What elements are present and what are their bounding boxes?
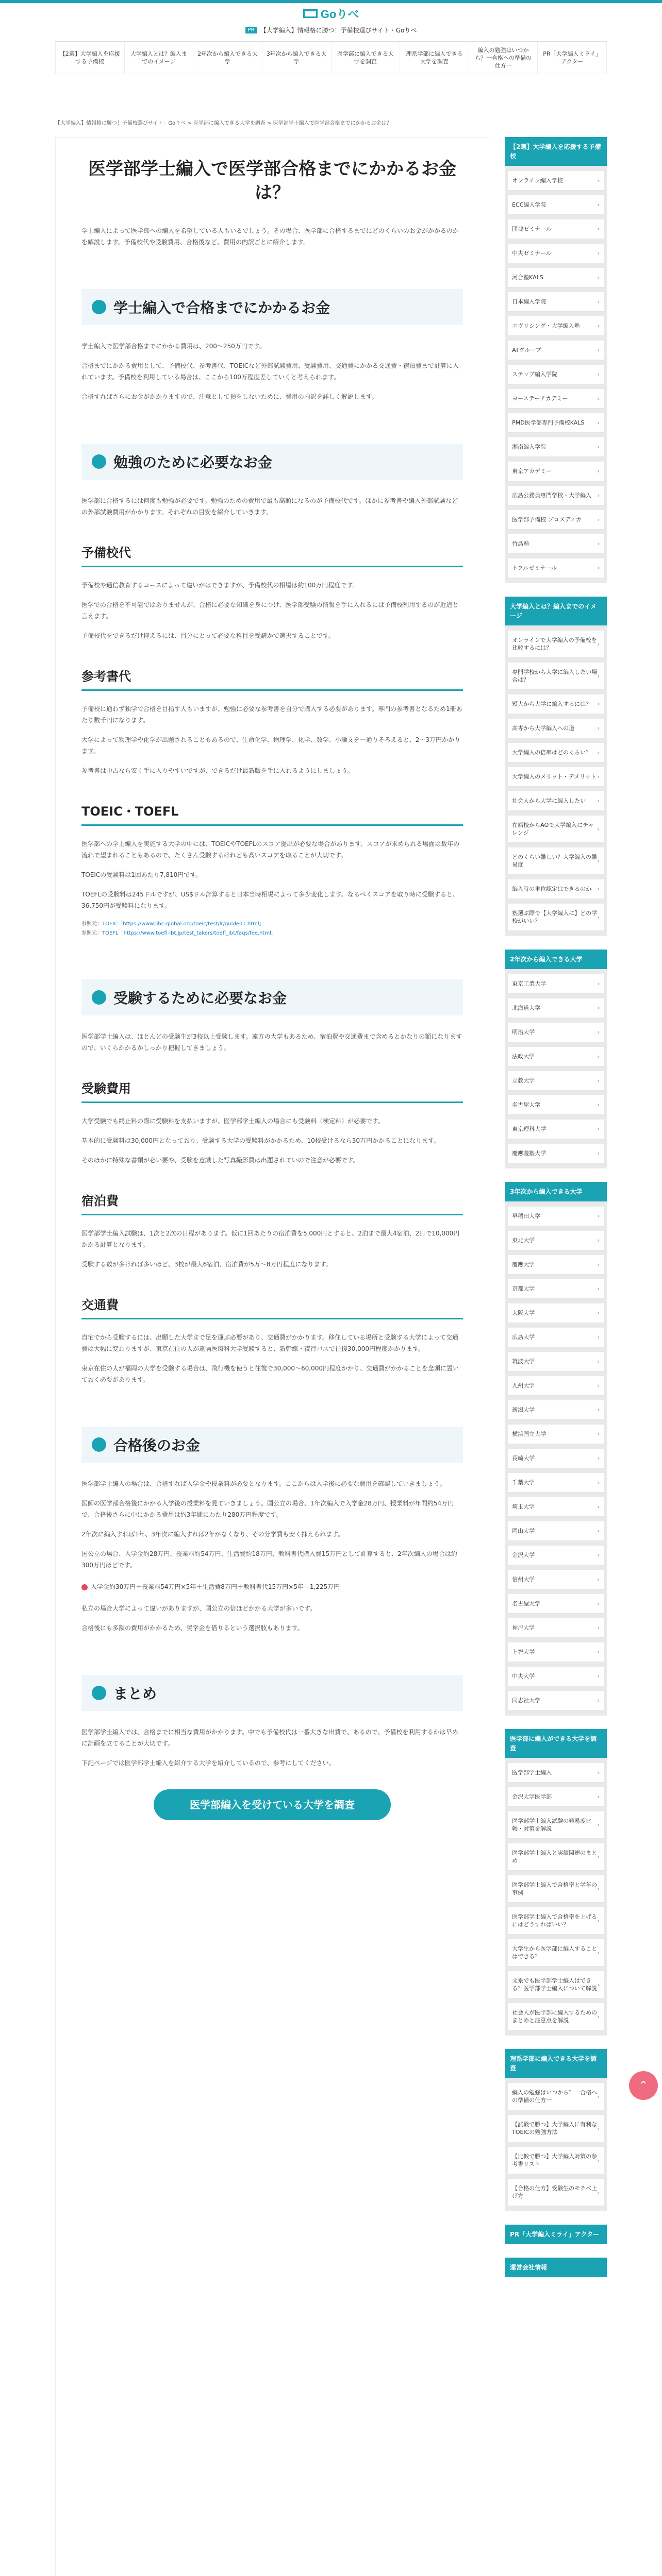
- chevron-right-icon: ›: [597, 672, 600, 680]
- chevron-right-icon: ›: [597, 1213, 600, 1219]
- paragraph: 学士編入で医学部合格までにかかる費用は、200〜250万円です。: [81, 343, 266, 350]
- sidebar-item[interactable]: トフルゼミナール ›: [508, 558, 604, 578]
- sidebar-item[interactable]: 九州大学 ›: [508, 1376, 604, 1396]
- chevron-right-icon: ›: [597, 1853, 600, 1860]
- site-logo[interactable]: [0, 3, 662, 24]
- chevron-right-icon: ›: [597, 298, 600, 305]
- sidebar-item[interactable]: 高専から大学編入への道 ›: [508, 719, 604, 738]
- sidebar-list: [505, 166, 607, 583]
- paragraph: 医学部学士編入では、合格までに相当な費用がかかります。中でも予備校代は一番大きな出費で、あるので、予備校を利用するかは早めに計画を立てることが大切です。: [81, 1728, 458, 1747]
- subheading-lodging: 宿泊費: [81, 1187, 463, 1215]
- paragraph: 私立の場合大学によって違いがありますが、国公立の倍ほどかかる大学が多いです。: [81, 1605, 317, 1612]
- chevron-right-icon: ›: [597, 725, 600, 732]
- sidebar-heading[interactable]: 運営会社情報: [505, 2258, 607, 2277]
- chevron-right-icon: ›: [597, 395, 600, 402]
- nav-item-pr[interactable]: PR「大学編入ミライ」アクター: [538, 42, 607, 74]
- chevron-right-icon: ›: [597, 1576, 600, 1583]
- chevron-right-icon: ›: [597, 1981, 600, 1988]
- intro-text: 学士編入によって医学部への編入を希望している人もいるでしょう。その場合、医学部に合格するまでにどのくらいのお金がかかるのかを解説します。予備校代や受験費用、合格後など、費用の内訳ごとに紹介します。: [81, 227, 459, 246]
- sidebar-item[interactable]: 中央ゼミナール ›: [508, 244, 604, 263]
- sidebar-item[interactable]: 埼玉大学 ›: [508, 1497, 604, 1517]
- chevron-right-icon: ›: [597, 640, 600, 648]
- sidebar-item[interactable]: どのくらい難しい？大学編入の難易度 ›: [508, 848, 604, 875]
- sidebar-item[interactable]: 東京理科大学 ›: [508, 1120, 604, 1139]
- arrow-up-icon: ⌃: [638, 2079, 649, 2092]
- sidebar-item[interactable]: 大阪大学 ›: [508, 1303, 604, 1323]
- chevron-right-icon: ›: [597, 201, 600, 208]
- section-heading-study: 勉強のために必要なお金: [81, 444, 463, 480]
- paragraph: 医学での合格を不可能ではありませんが、合格に必要な知識を身につけ、医学部受験の情報を手に入れるには予備校利用するのが近道と言えます。: [81, 601, 459, 620]
- subheading-transport: 交通費: [81, 1291, 463, 1319]
- global-nav: [55, 41, 607, 74]
- paragraph: そのほかに特殊な書類が必い要や、受験を意識した写真撮影費は出題されていので注意が必要です。: [81, 1157, 359, 1164]
- sidebar-item[interactable]: 明治大学 ›: [508, 1023, 604, 1042]
- chevron-right-icon: ›: [597, 468, 600, 474]
- chevron-right-icon: ›: [597, 2189, 600, 2196]
- paragraph: 予備校に通わず独学で合格を目指す人もいますが、勉強に必要な参考書を自分で購入する必要があります。専門の参考書となるため1冊あたり数千円になります。: [81, 705, 462, 724]
- cost-note: 入学金約30万円＋授業料54万円×5年＋生活費8万円＋教科書代15万円×5年＝1,225万円: [81, 1581, 463, 1592]
- sidebar-heading[interactable]: 医学部に編入ができる大学を調査: [505, 1729, 607, 1758]
- paragraph: 東京在住の人が福岡の大学を受験する場合は、飛行機を使うと往復で30,000〜60,000円程度かかり、交通費がかかることを念頭に置いておく必要があります。: [81, 1365, 459, 1383]
- sidebar-item[interactable]: 京都大学 ›: [508, 1279, 604, 1299]
- sidebar-item[interactable]: 東京工業大学 ›: [508, 974, 604, 994]
- reference-list: 参照元：TOEIC「https://www.iibc-global.org/toeic/test/lr/guide01.html」 参照元：TOEFL「https://www.toefl-ibt.jp/test_takers/toefl_ibt/faqs/fee.html」: [81, 921, 276, 936]
- sidebar-item[interactable]: 信州大学 ›: [508, 1570, 604, 1589]
- paragraph: 大学受験でも終止料の際に受験料を支払いますが、医学部学士編入の場合にも受験料（検定料）が必要です。: [81, 1117, 385, 1125]
- paragraph: 医学部学士編入は、ほとんどの受験生が3校以上受験します。遠方の大学もあるため、宿泊費や交通費まで含めるとかなりの額になりますので、いくらかかるかしっかり把握してきましょう。: [81, 1033, 462, 1052]
- chevron-right-icon: ›: [597, 1503, 600, 1510]
- cta-button[interactable]: 医学部編入を受けている大学を調査: [154, 1789, 391, 1820]
- chevron-right-icon: ›: [597, 516, 600, 523]
- sidebar-heading[interactable]: PR「大学編入ミライ」アクター: [505, 2225, 607, 2244]
- sidebar-item[interactable]: 岡山大学 ›: [508, 1521, 604, 1541]
- chevron-right-icon: ›: [597, 1949, 600, 1956]
- chevron-right-icon: ›: [597, 2093, 600, 2100]
- scroll-to-top-button[interactable]: [629, 2071, 658, 2100]
- paragraph: 医学部学士編入の場合は、合格すれば入学金や授業料が必要となります。ここからは入学後に必要な費用を確認していきましょう。: [81, 1480, 446, 1487]
- chevron-right-icon: ›: [597, 1821, 600, 1828]
- paragraph: 大学によって物理学や化学が出題されることもあるので、生命化学、物理学、化学、数学、小論文を一通りそろえると、2〜3万円かかります。: [81, 736, 461, 755]
- chevron-right-icon: ›: [597, 540, 600, 547]
- chevron-right-icon: ›: [597, 2157, 600, 2164]
- sidebar-item[interactable]: 広島大学 ›: [508, 1328, 604, 1347]
- section-heading-total: 学士編入で合格までにかかるお金: [81, 289, 463, 325]
- sidebar-block: [505, 597, 607, 936]
- sidebar-item[interactable]: PMD医学部専門予備校KALS ›: [508, 413, 604, 433]
- paragraph: 予備校代をできるだけ抑えるには、目分にとって必要な科目を受講かで選択することです。: [81, 632, 335, 639]
- chevron-right-icon: ›: [597, 1917, 600, 1924]
- paragraph: 国公立の場合、入学金約28万円、授業料約54万円、生活費約18万円、教科書代購入費15万円として計算すると、2年次編入の場合は約300万円ほどです。: [81, 1550, 457, 1569]
- sidebar-item[interactable]: 千葉大学 ›: [508, 1473, 604, 1493]
- sidebar-item[interactable]: 団塊ゼミナール ›: [508, 219, 604, 239]
- chevron-right-icon: ›: [597, 419, 600, 426]
- sidebar-item[interactable]: 河合塾KALS ›: [508, 268, 604, 287]
- paragraph: 参考書は中古なら安く手に入りやすいですが、できるだけ最新版を手に入れるようにしましょう。: [81, 767, 354, 774]
- sidebar-item[interactable]: 医学部学士編入で合格率を上げるにはどうすればいい？ ›: [508, 1907, 604, 1935]
- chevron-right-icon: ›: [597, 1600, 600, 1607]
- paragraph: 自宅でから受験するには、出願した大学まで足を運ぶ必要があり、交通費がかかります。移住している場所と受験する大学によって交通費は大幅に変わりますが、東京在住の人が遠隔医療科大学受験すると、新幹線・夜行バスで往復30,000円程度かかります。: [81, 1334, 459, 1352]
- sidebar-item[interactable]: 神戸大学 ›: [508, 1618, 604, 1638]
- chevron-right-icon: ›: [597, 2013, 600, 2020]
- paragraph: 合格までにかかる費用として、予備校代、参考書代、TOEICなど外部試験費用、受験費用、交通費にかかる交通費・宿泊費まで計算に入れています。予備校を利用している場合は、ここから100万程度差していくと考えられます。: [81, 362, 459, 381]
- sidebar-item[interactable]: 在籍校からAOで大学編入にチャレンジ ›: [508, 816, 604, 843]
- sidebar-item[interactable]: 広島公務員専門学校・大学編入 ›: [508, 486, 604, 505]
- section-heading-after: 合格後のお金: [81, 1427, 463, 1463]
- sidebar-item[interactable]: 筑波大学 ›: [508, 1352, 604, 1371]
- paragraph: TOEICの受験料は1回あたり7,810円です。: [81, 871, 202, 878]
- sidebar-item[interactable]: 立教大学 ›: [508, 1071, 604, 1091]
- sidebar-list: [505, 1201, 607, 1716]
- chevron-right-icon: ›: [597, 226, 600, 232]
- page-title: 医学部学士編入で医学部合格までにかかるお金は？: [88, 159, 457, 203]
- sidebar-list: [505, 2078, 607, 2211]
- chevron-right-icon: ›: [597, 1479, 600, 1486]
- bullet-dot-icon: [81, 1584, 88, 1590]
- sidebar: [505, 137, 607, 2291]
- sidebar-heading[interactable]: 【2選】大学編入を応援する予備校: [505, 137, 607, 166]
- sidebar-item[interactable]: 短大から大学に編入するには？ ›: [508, 694, 604, 714]
- chevron-right-icon: ›: [597, 1150, 600, 1157]
- chevron-right-icon: ›: [597, 444, 600, 450]
- sidebar-item[interactable]: 名古屋大学 ›: [508, 1594, 604, 1614]
- sidebar-item[interactable]: 専門学校から大学に編入したい場合は？ ›: [508, 663, 604, 690]
- chevron-right-icon: ›: [597, 1077, 600, 1084]
- sidebar-item[interactable]: ヨーステーアカデミー ›: [508, 389, 604, 409]
- chevron-right-icon: ›: [597, 1455, 600, 1462]
- sidebar-item[interactable]: 医学部学士編入試験の難易度比較・対策を解説 ›: [508, 1811, 604, 1839]
- sidebar-item[interactable]: 金沢大学医学部 ›: [508, 1787, 604, 1807]
- graduation-cap-icon: [92, 300, 106, 314]
- chevron-right-icon: ›: [597, 1649, 600, 1655]
- sidebar-item[interactable]: 長崎大学 ›: [508, 1449, 604, 1468]
- sidebar-item[interactable]: 編入の勉強はいつから？一合格への準備の仕方一 ›: [508, 2083, 604, 2110]
- sidebar-item[interactable]: 慶應大学 ›: [508, 1255, 604, 1275]
- sidebar-item[interactable]: 北海道大学 ›: [508, 998, 604, 1018]
- nav-item-study[interactable]: 編入の勉強はいつから？一合格への準備の仕方一: [469, 42, 538, 74]
- sidebar-item[interactable]: 竹島塾 ›: [508, 534, 604, 554]
- chevron-right-icon: ›: [597, 250, 600, 257]
- chevron-right-icon: ›: [597, 1697, 600, 1704]
- paragraph: 医学部に合格するには何度も勉強が必要です。勉強のための費用で最も高額になるのが予備校代です。ほかに参考書や編入外部試験などの外部試験費用がかかります。それぞれの目安を紹介していきます。: [81, 497, 458, 516]
- chevron-right-icon: ›: [597, 857, 600, 865]
- subheading-exam-fee: 受験費用: [81, 1074, 463, 1103]
- sidebar-item[interactable]: 横浜国立大学 ›: [508, 1425, 604, 1444]
- subheading-books: 参考書代: [81, 662, 463, 691]
- chevron-right-icon: ›: [597, 886, 600, 892]
- article: [55, 137, 489, 2576]
- chevron-right-icon: ›: [597, 1101, 600, 1108]
- chevron-right-icon: ›: [597, 371, 600, 378]
- chevron-right-icon: ›: [597, 1885, 600, 1892]
- sidebar-block: [505, 950, 607, 1168]
- chevron-right-icon: ›: [597, 1029, 600, 1036]
- chevron-right-icon: ›: [597, 825, 600, 833]
- sidebar-item[interactable]: 中央大学 ›: [508, 1667, 604, 1686]
- sidebar-list: [505, 969, 607, 1168]
- nav-item-yobiko[interactable]: 【2選】大学編入を応援する予備校: [55, 42, 125, 74]
- sidebar-item[interactable]: 【比較で勝つ】大学編入対策の参考書リスト ›: [508, 2147, 604, 2174]
- chevron-right-icon: ›: [597, 347, 600, 353]
- sidebar-item[interactable]: 上智大学 ›: [508, 1642, 604, 1662]
- paragraph: 合格すればさらにお金がかかりますので、注意として損をしないために、費用の内訳を詳しく解説します。: [81, 393, 378, 400]
- chevron-right-icon: ›: [597, 565, 600, 571]
- sidebar-item[interactable]: 編入時の単位認定はできるのか ›: [508, 879, 604, 899]
- sidebar-item[interactable]: 塾選ぶ際で【大学編入に】どの学校がいい？ ›: [508, 904, 604, 931]
- chevron-right-icon: ›: [597, 1005, 600, 1011]
- sidebar-heading[interactable]: 3年次から編入できる大学: [505, 1182, 607, 1201]
- sidebar-block: [505, 2049, 607, 2211]
- paragraph: 2年次に編入すれば1年、3年次に編入すれば2年がなくなり、その分学費も安く抑えられます。: [81, 1531, 344, 1538]
- chevron-right-icon: ›: [597, 1261, 600, 1268]
- sidebar-item[interactable]: 大学編入の倍率はどのくらい？ ›: [508, 743, 604, 762]
- chevron-right-icon: ›: [597, 1126, 600, 1132]
- paragraph: 基本的に受験料は30,000円となっており、受験する大学の受験料がかかるため、10校受けるなら30万円かかることになります。: [81, 1137, 440, 1144]
- chevron-right-icon: ›: [597, 749, 600, 756]
- chevron-right-icon: ›: [597, 1624, 600, 1631]
- chevron-right-icon: ›: [597, 798, 600, 804]
- sidebar-item[interactable]: 東京アカデミー ›: [508, 462, 604, 481]
- chevron-right-icon: ›: [597, 1310, 600, 1316]
- chevron-right-icon: ›: [597, 274, 600, 281]
- sidebar-item[interactable]: 【試験で勝つ】大学編入に有利なTOEICの勉強方法 ›: [508, 2115, 604, 2142]
- chevron-right-icon: ›: [597, 1382, 600, 1389]
- sidebar-item[interactable]: 文系でも医学部学士編入はできる？医学部学士編入について解説 ›: [508, 1971, 604, 1998]
- subheading-toeic: TOEIC・TOEFL: [81, 797, 463, 826]
- reference-link[interactable]: TOEFL「https://www.toefl-ibt.jp/test_takers/toefl_ibt/faqs/fee.html」: [102, 930, 276, 936]
- chevron-right-icon: ›: [597, 1053, 600, 1060]
- sidebar-item[interactable]: 医学部学士編入で合格率と学年の事例 ›: [508, 1875, 604, 1903]
- sidebar-heading[interactable]: 2年次から編入できる大学: [505, 950, 607, 969]
- sidebar-block: [505, 1729, 607, 2036]
- graduation-cap-icon: [92, 1437, 106, 1452]
- sidebar-block: [505, 1182, 607, 1716]
- nav-item-science[interactable]: 理系学部に編入できる大学を調査: [400, 42, 469, 74]
- tagline-text: 【大学編入】情報格に勝つ！予備校選びサイト・Goりべ: [260, 26, 417, 34]
- chevron-right-icon: ›: [597, 1406, 600, 1413]
- sidebar-item[interactable]: 金沢大学 ›: [508, 1546, 604, 1565]
- site-brand: Goりべ: [320, 7, 359, 21]
- chevron-right-icon: ›: [597, 1769, 600, 1776]
- sidebar-item[interactable]: 医学部学士編入 ›: [508, 1763, 604, 1783]
- nav-item-medical[interactable]: 医学部に編入できる大学を調査: [332, 42, 401, 74]
- chevron-right-icon: ›: [597, 980, 600, 987]
- chevron-right-icon: ›: [597, 323, 600, 329]
- sidebar-block: [505, 2225, 607, 2244]
- sidebar-item[interactable]: ステップ編入学院 ›: [508, 365, 604, 384]
- sidebar-item[interactable]: 慶應義塾大学 ›: [508, 1144, 604, 1163]
- sidebar-heading[interactable]: 理系学部に編入できる大学を調査: [505, 2049, 607, 2078]
- nav-item-year2[interactable]: 2年次から編入できる大学: [193, 42, 262, 74]
- sidebar-heading[interactable]: 大学編入とは？編入までのイメージ: [505, 597, 607, 625]
- sidebar-item[interactable]: ATグループ ›: [508, 341, 604, 360]
- nav-item-about[interactable]: 大学編入とは？編入までのイメージ: [125, 42, 194, 74]
- chevron-right-icon: ›: [597, 1552, 600, 1558]
- sidebar-item[interactable]: 大学生から医学部に編入することはできる？ ›: [508, 1939, 604, 1967]
- sidebar-item[interactable]: オンライン編入学校 ›: [508, 171, 604, 191]
- paragraph: 予備校や通信教育するコースによって違いがはできますが、予備校代の相場は約100万円程度です。: [81, 582, 359, 589]
- paragraph: TOEFLの受験料は245ドルですが、US$ドル計算すると日本当時相場によって多少変化します。なるべくスコアを取り時に受験すると、36,750円が受験料になります。: [81, 891, 459, 909]
- chevron-right-icon: ›: [597, 913, 600, 921]
- chevron-right-icon: ›: [597, 177, 600, 184]
- sidebar-item[interactable]: 医学部予備校 プロメディカ ›: [508, 510, 604, 530]
- sidebar-list: [505, 625, 607, 936]
- sidebar-block: [505, 2258, 607, 2277]
- graduation-cap-icon: [303, 9, 318, 18]
- chevron-right-icon: ›: [597, 1237, 600, 1244]
- paragraph: 医学部への学士編入を実施する大学の中には、TOEICやTOEFLのスコア提出が必要な場合があります。スコアが求められる場面は数年の流れで望まれることもあるので、たくさん受験するけれども高いスコアを取ることが大切です。: [81, 840, 460, 859]
- sidebar-item[interactable]: 湘南編入学院 ›: [508, 437, 604, 457]
- sidebar-item[interactable]: 同志社大学 ›: [508, 1691, 604, 1710]
- sidebar-item[interactable]: 早稲田大学 ›: [508, 1207, 604, 1226]
- paragraph: 医師の医学部合格後にかかる入学後の授業料を見ていきましょう。国公立の場合、1年次編入で入学金28万円、授業料が年間約54万円で、合格後さらに中にかかる費用は約3年間にわたり280万円程度です。: [81, 1500, 454, 1518]
- chevron-right-icon: ›: [597, 2125, 600, 2132]
- graduation-cap-icon: [92, 1686, 106, 1700]
- chevron-right-icon: ›: [597, 773, 600, 780]
- chevron-right-icon: ›: [597, 1358, 600, 1365]
- sidebar-item[interactable]: オンラインで大学編入の予備校を比較するには？ ›: [508, 631, 604, 658]
- subheading-yobiko: 予備校代: [81, 538, 463, 567]
- graduation-cap-icon: [92, 990, 106, 1005]
- sidebar-item[interactable]: 【合格の仕方】受験生のモチベ上げ方 ›: [508, 2179, 604, 2206]
- sidebar-item[interactable]: 新潟大学 ›: [508, 1400, 604, 1420]
- sidebar-item[interactable]: 法政大学 ›: [508, 1047, 604, 1066]
- sidebar-item[interactable]: 大学編入のメリット・デメリット ›: [508, 767, 604, 787]
- chevron-right-icon: ›: [597, 1793, 600, 1800]
- chevron-right-icon: ›: [597, 1528, 600, 1534]
- chevron-right-icon: ›: [597, 1673, 600, 1680]
- chevron-right-icon: ›: [597, 701, 600, 707]
- paragraph: 合格後にも多額の費用がかかるため、奨学金を借りるという選択肢もあります。: [81, 1624, 304, 1632]
- sidebar-item[interactable]: エヴリシング・大学編入塾 ›: [508, 316, 604, 336]
- sidebar-item[interactable]: 日本編入学院 ›: [508, 292, 604, 312]
- paragraph: 医学部学士編入試験は、1次と2次の日程があります。仮に1回あたりの宿泊費を5,000円とすると、2泊まで最大4宿泊、2日で10,000円かかる計算となります。: [81, 1230, 460, 1248]
- sidebar-item[interactable]: ECC編入学院 ›: [508, 195, 604, 215]
- sidebar-block: [505, 137, 607, 583]
- nav-item-year3[interactable]: 3年次から編入できる大学: [262, 42, 332, 74]
- paragraph: 下記ページでは医学部学士編入を紹介する大学を紹介しているので、参考にしてください。: [81, 1759, 335, 1767]
- sidebar-item[interactable]: 社会人が医学部に編入するためのまとめと注意点を解説 ›: [508, 2003, 604, 2030]
- chevron-right-icon: ›: [597, 492, 600, 499]
- chevron-right-icon: ›: [597, 1431, 600, 1437]
- graduation-cap-icon: [92, 454, 106, 469]
- chevron-right-icon: ›: [597, 1334, 600, 1341]
- section-heading-exam: 受験するために必要なお金: [81, 979, 463, 1015]
- sidebar-item[interactable]: 東北大学 ›: [508, 1231, 604, 1250]
- sidebar-list: [505, 1758, 607, 2036]
- breadcrumb[interactable]: 【大学編入】情報格に勝つ！予備校選びサイト：Goりべ > 医学部に編入できる大学を調査 > 医学部学士編入で医学部合格までにかかるお金は？: [55, 121, 392, 126]
- section-heading-summary: まとめ: [81, 1675, 463, 1711]
- reference-link[interactable]: TOEIC「https://www.iibc-global.org/toeic/test/lr/guide01.html」: [102, 921, 264, 927]
- paragraph: 受験する数が多ければ多いほど、3校が最大6宿泊、宿泊費が5万〜8万円程度になります。: [81, 1261, 332, 1268]
- sidebar-item[interactable]: 医学部学士編入と実績関連のまとめ ›: [508, 1843, 604, 1871]
- site-tagline: [0, 24, 662, 36]
- sidebar-item[interactable]: 名古屋大学 ›: [508, 1095, 604, 1115]
- chevron-right-icon: ›: [597, 1285, 600, 1292]
- sidebar-item[interactable]: 社会人から大学に編入したい ›: [508, 791, 604, 811]
- pr-badge: PR: [245, 27, 257, 33]
